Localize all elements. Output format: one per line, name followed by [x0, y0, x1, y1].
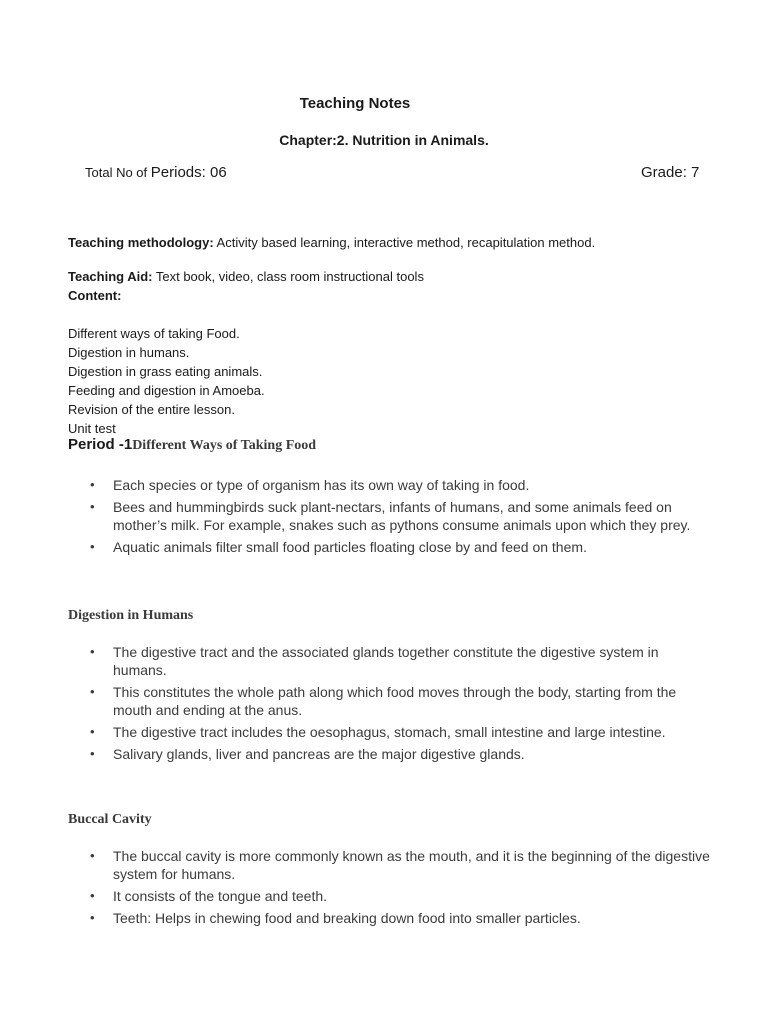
grade-label: Grade: 7 — [641, 164, 700, 181]
content-item: Revision of the entire lesson. — [68, 402, 235, 417]
bullet-icon: • — [90, 746, 95, 761]
list-item: • Teeth: Helps in chewing food and breaking down food into smaller particles. — [90, 910, 581, 926]
total-periods — [85, 164, 227, 181]
content-label: Content: — [68, 288, 122, 303]
list-item: • Salivary glands, liver and pancreas are the major digestive glands. — [90, 746, 525, 762]
teaching-aid — [68, 267, 424, 286]
period-heading — [68, 436, 316, 454]
content-item: Unit test — [68, 421, 116, 436]
bullet-icon: • — [90, 848, 95, 863]
section-heading-buccal: Buccal Cavity — [68, 812, 152, 827]
bullet-icon: • — [90, 499, 95, 514]
periods-prefix: Total No of — [85, 165, 148, 180]
methodology-text: Activity based learning, interactive method, recapitulation method. — [213, 235, 596, 250]
bullet-icon: • — [90, 644, 95, 659]
section-heading-digestion: Digestion in Humans — [68, 608, 194, 623]
bullet-icon: • — [90, 910, 95, 925]
bullet-icon: • — [90, 888, 95, 903]
content-list — [68, 324, 265, 438]
list-item: • This constitutes the whole path along which food moves through the body, starting from the mouth and ending at the anus. — [90, 684, 677, 718]
list-item: • The digestive tract includes the oesophagus, stomach, small intestine and large intestine. — [90, 724, 666, 740]
period-number: Period -1 — [68, 436, 133, 453]
list-item: • The digestive tract and the associated glands together constitute the digestive system in humans. — [90, 644, 659, 678]
aid-text: Text book, video, class room instructional tools — [152, 269, 424, 284]
methodology-label: Teaching methodology: — [68, 235, 214, 250]
content-item: Digestion in grass eating animals. — [68, 364, 263, 379]
list-item: • Bees and hummingbirds suck plant-nectars, infants of humans, and some animals feed on mother’s milk. For example, snakes such as pythons consume animals upon which they prey. — [90, 499, 691, 533]
list-item: • The buccal cavity is more commonly known as the mouth, and it is the beginning of the digestive system for humans. — [90, 848, 710, 882]
bullet-icon: • — [90, 477, 95, 492]
period-title: Different Ways of Taking Food — [132, 438, 317, 453]
content-item: Feeding and digestion in Amoeba. — [68, 383, 265, 398]
content-item: Different ways of taking Food. — [68, 326, 240, 341]
period1-bullet-list — [90, 476, 710, 560]
document-title: Teaching Notes — [299, 95, 411, 112]
list-item: • Each species or type of organism has its own way of taking in food. — [90, 477, 530, 493]
teaching-methodology — [68, 233, 595, 252]
bullet-icon: • — [90, 724, 95, 739]
bullet-icon: • — [90, 539, 95, 554]
list-item: • It consists of the tongue and teeth. — [90, 888, 328, 904]
chapter-title: Chapter:2. Nutrition in Animals. — [279, 132, 489, 148]
aid-label: Teaching Aid: — [68, 269, 153, 284]
content-item: Digestion in humans. — [68, 345, 190, 360]
buccal-bullet-list — [90, 847, 710, 931]
bullet-icon: • — [90, 684, 95, 699]
list-item: • Aquatic animals filter small food particles floating close by and feed on them. — [90, 539, 587, 555]
periods-value: Periods: 06 — [150, 164, 227, 181]
digestion-bullet-list — [90, 643, 710, 767]
